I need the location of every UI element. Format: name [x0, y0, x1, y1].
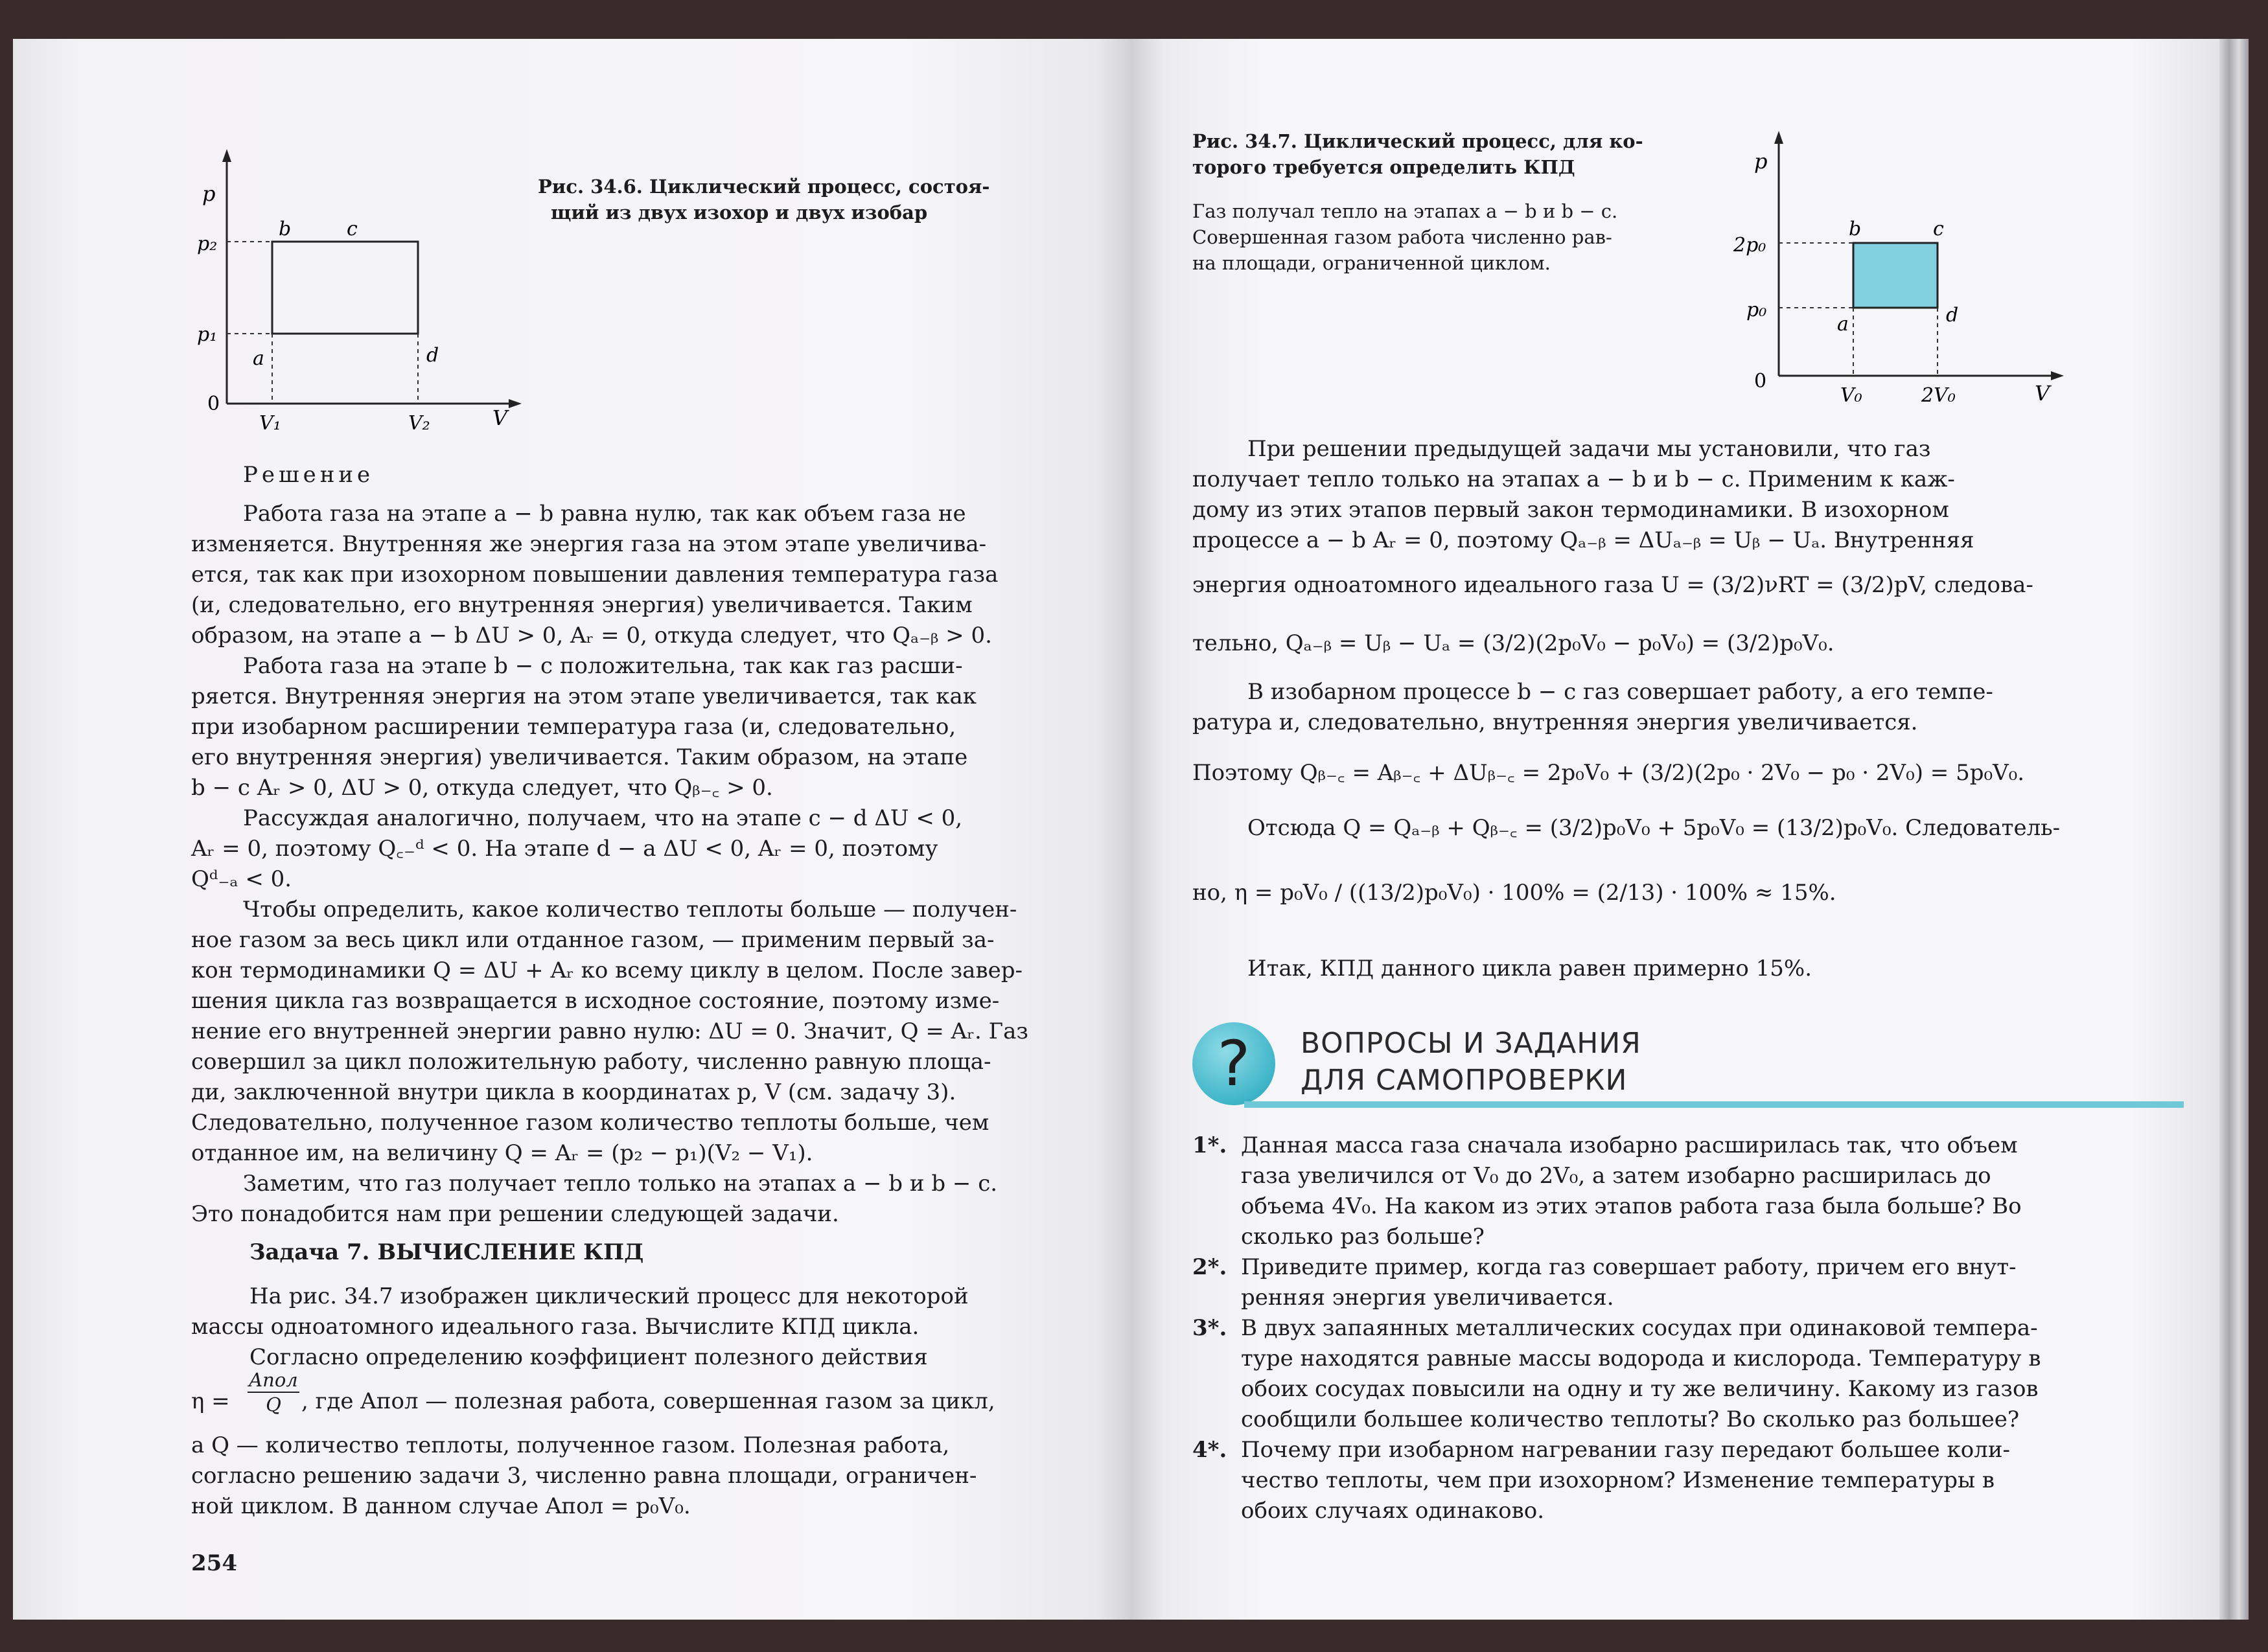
question-1-line4: сколько раз больше?	[1241, 1224, 1485, 1250]
task-heading: Задача 7. ВЫЧИСЛЕНИЕ КПД	[249, 1239, 644, 1265]
fig346-v2: V₂	[408, 412, 430, 433]
right-line-4: процессе a − b Aᵣ = 0, поэтому Qₐ₋ᵦ = ΔUₐ₋ᵦ = Uᵦ − Uₐ. Внутренняя	[1192, 527, 1974, 553]
left-line-11: Рассуждая аналогично, получаем, что на этапе c − d ΔU < 0,	[243, 805, 963, 831]
left-line-19: совершил за цикл положительную работу, численно равную площа-	[191, 1049, 991, 1075]
question-4-line1: Почему при изобарном нагревании газу передают большее коли-	[1241, 1437, 2010, 1463]
question-3-line1: В двух запаянных металлических сосудах при одинаковой темпера-	[1241, 1315, 2038, 1341]
fig346-caption-line1: Рис. 34.6. Циклический процесс, состоя-	[538, 176, 990, 198]
right-line-12: Итак, КПД данного цикла равен примерно 15%.	[1247, 956, 1812, 981]
fig347-v-label: V	[2035, 381, 2050, 406]
question-4-number: 4*.	[1192, 1437, 1227, 1463]
right-line-10: Отсюда Q = Qₐ₋ᵦ + Qᵦ₋꜀ = (3/2)p₀V₀ + 5p₀V₀ = (13/2)p₀V₀. Следователь-	[1247, 815, 2061, 841]
left-line-12: Aᵣ = 0, поэтому Q꜀₋ᵈ < 0. На этапе d − a ΔU < 0, Aᵣ = 0, поэтому	[191, 836, 938, 862]
questions-heading-line1: ВОПРОСЫ И ЗАДАНИЯ	[1301, 1027, 1641, 1060]
left-line-21: Следовательно, полученное газом количество теплоты больше, чем	[191, 1110, 989, 1136]
left-line-17: шения цикла газ возвращается в исходное состояние, поэтому изме-	[191, 988, 1000, 1014]
right-line-3: дому из этих этапов первый закон термодинамики. В изохорном	[1192, 497, 1949, 523]
fig346-point-b: b	[279, 218, 292, 240]
fig346-point-d: d	[426, 344, 439, 367]
fig347-note-line1: Газ получал тепло на этапах a − b и b − c.	[1192, 200, 1618, 222]
question-2-line2: ренняя энергия увеличивается.	[1241, 1285, 1614, 1311]
question-4-line2: чество теплоты, чем при изохорном? Изменение температуры в	[1241, 1467, 1995, 1493]
right-line-7: В изобарном процессе b − c газ совершает работу, а его темпе-	[1247, 679, 1993, 705]
left-line-8: при изобарном расширении температура газа (и, следовательно,	[191, 714, 956, 740]
fig347-2v0: 2V₀	[1921, 384, 1956, 407]
right-line-5: энергия одноатомного идеального газа U = (3/2)νRT = (3/2)pV, следова-	[1192, 572, 2033, 598]
fraction-numerator: Aпол	[248, 1368, 299, 1393]
fig346-v1: V₁	[259, 412, 281, 433]
question-2-line1: Приведите пример, когда газ совершает работу, причем его внут-	[1241, 1254, 2017, 1280]
fig347-point-b: b	[1849, 218, 1862, 240]
figure-34-7-diagram	[1727, 130, 2077, 421]
fig347-caption-line2: торого требуется определить КПД	[1192, 156, 1575, 178]
fig347-2p0: 2p₀	[1733, 234, 1766, 257]
question-3-number: 3*.	[1192, 1315, 1227, 1341]
task-line-6: согласно решению задачи 3, численно равна площади, ограничен-	[191, 1463, 977, 1489]
task-line-3: Согласно определению коэффициент полезного действия	[249, 1344, 928, 1370]
fig347-v0: V₀	[1840, 384, 1862, 407]
right-line-2: получает тепло только на этапах a − b и b − c. Применим к каж-	[1192, 466, 1955, 492]
left-line-2: изменяется. Внутренняя же энергия газа на этом этапе увеличива-	[191, 531, 987, 557]
fig346-origin: 0	[207, 393, 220, 415]
right-line-6: тельно, Qₐ₋ᵦ = Uᵦ − Uₐ = (3/2)(2p₀V₀ − p₀V₀) = (3/2)p₀V₀.	[1192, 630, 1834, 656]
fraction-denominator: Q	[266, 1394, 281, 1416]
left-line-15: ное газом за весь цикл или отданное газом, — применим первый за-	[191, 927, 995, 953]
question-mark: ?	[1217, 1027, 1251, 1100]
question-3-line2: туре находятся равные массы водорода и кислорода. Температуру в	[1241, 1346, 2041, 1371]
left-line-1: Работа газа на этапе a − b равна нулю, так как объем газа не	[243, 501, 966, 527]
left-line-16: кон термодинамики Q = ΔU + Aᵣ ко всему циклу в целом. После завер-	[191, 958, 1023, 983]
fig346-v-label: V	[492, 406, 508, 430]
task-line-5: а Q — количество теплоты, полученное газом. Полезная работа,	[191, 1432, 950, 1458]
fig347-p0: p₀	[1746, 299, 1767, 321]
question-1-line2: газа увеличился от V₀ до 2V₀, а затем изобарно расширилась до	[1241, 1163, 1991, 1189]
left-line-4: (и, следовательно, его внутренняя энергия) увеличивается. Таким	[191, 592, 973, 618]
left-page	[13, 39, 1131, 1620]
fig346-point-c: c	[347, 218, 358, 240]
task-line-4: , где Aпол — полезная работа, совершенная газом за цикл,	[301, 1388, 995, 1414]
page-number-left: 254	[191, 1550, 237, 1576]
page-edges	[2219, 39, 2249, 1620]
fig347-note-line2: Совершенная газом работа численно рав-	[1192, 226, 1612, 248]
right-line-9: Поэтому Qᵦ₋꜀ = Aᵦ₋꜀ + ΔUᵦ₋꜀ = 2p₀V₀ + (3/2)(2p₀ · 2V₀ − p₀ · 2V₀) = 5p₀V₀.	[1192, 760, 2025, 786]
left-line-10: b − c Aᵣ > 0, ΔU > 0, откуда следует, что Qᵦ₋꜀ > 0.	[191, 775, 773, 801]
task-line-7: ной циклом. В данном случае Aпол = p₀V₀.	[191, 1493, 691, 1519]
fig346-p-label: p	[202, 181, 216, 206]
left-line-23: Заметим, что газ получает тепло только на этапах a − b и b − c.	[243, 1171, 998, 1197]
task-line-2: массы одноатомного идеального газа. Вычислите КПД цикла.	[191, 1314, 920, 1340]
question-1-number: 1*.	[1192, 1132, 1227, 1158]
fig346-caption-line2: щий из двух изохор и двух изобар	[551, 201, 928, 224]
question-icon	[1192, 1022, 1275, 1105]
fig347-p-label: p	[1754, 149, 1768, 174]
fig347-origin: 0	[1754, 370, 1767, 393]
left-line-18: нение его внутренней энергии равно нулю: ΔU = 0. Значит, Q = Aᵣ. Газ	[191, 1018, 1028, 1044]
figure-34-6-diagram	[188, 148, 525, 433]
right-page	[1131, 39, 2219, 1620]
fig346-p2: p₂	[197, 233, 218, 255]
left-line-7: ряется. Внутренняя энергия на этом этапе увеличивается, так как	[191, 683, 977, 709]
left-line-13: Qᵈ₋ₐ < 0.	[191, 866, 292, 892]
question-3-line4: сообщили большее количество теплоты? Во сколько раз большее?	[1241, 1406, 2020, 1432]
fig346-p1: p₁	[197, 323, 218, 346]
fig347-point-d: d	[1946, 304, 1959, 327]
left-line-5: образом, на этапе a − b ΔU > 0, Aᵣ = 0, откуда следует, что Qₐ₋ᵦ > 0.	[191, 623, 992, 648]
left-line-9: его внутренняя энергия) увеличивается. Таким образом, на этапе	[191, 744, 968, 770]
fig347-caption-line1: Рис. 34.7. Циклический процесс, для ко-	[1192, 130, 1643, 152]
left-line-24: Это понадобится нам при решении следующей задачи.	[191, 1201, 839, 1227]
questions-heading-line2: ДЛЯ САМОПРОВЕРКИ	[1301, 1064, 1628, 1097]
fig347-note-line3: на площади, ограниченной циклом.	[1192, 252, 1551, 274]
fig346-point-a: a	[253, 347, 264, 370]
fig347-point-c: c	[1933, 218, 1944, 240]
left-line-22: отданное им, на величину Q = Aᵣ = (p₂ − p₁)(V₂ − V₁).	[191, 1140, 813, 1166]
question-4-line3: обоих случаях одинаково.	[1241, 1498, 1545, 1524]
question-1-line3: объема 4V₀. На каком из этих этапов работа газа была больше? Во	[1241, 1193, 2022, 1219]
left-line-14: Чтобы определить, какое количество теплоты больше — получен-	[243, 897, 1017, 923]
question-1-line1: Данная масса газа сначала изобарно расширилась так, что объем	[1241, 1132, 2018, 1158]
left-line-6: Работа газа на этапе b − c положительна, так как газ расши-	[243, 653, 963, 679]
eta-symbol: η =	[191, 1388, 230, 1414]
right-line-11: но, η = p₀V₀ / ((13/2)p₀V₀) · 100% = (2/13) · 100% ≈ 15%.	[1192, 880, 1836, 906]
left-line-3: ется, так как при изохорном повышении давления температура газа	[191, 562, 999, 588]
question-3-line3: обоих сосудах повысили на одну и ту же величину. Какому из газов	[1241, 1376, 2039, 1402]
questions-underline	[1244, 1101, 2184, 1108]
right-line-8: ратура и, следовательно, внутренняя энергия увеличивается.	[1192, 709, 1918, 735]
solution-heading: Решение	[243, 462, 375, 488]
right-line-1: При решении предыдущей задачи мы установили, что газ	[1247, 436, 1931, 462]
efficiency-fraction	[248, 1368, 299, 1416]
question-2-number: 2*.	[1192, 1254, 1227, 1280]
task-line-1: На рис. 34.7 изображен циклический процесс для некоторой	[249, 1283, 969, 1309]
fig347-point-a: a	[1837, 313, 1849, 336]
left-line-20: ди, заключенной внутри цикла в координатах p, V (см. задачу 3).	[191, 1079, 956, 1105]
